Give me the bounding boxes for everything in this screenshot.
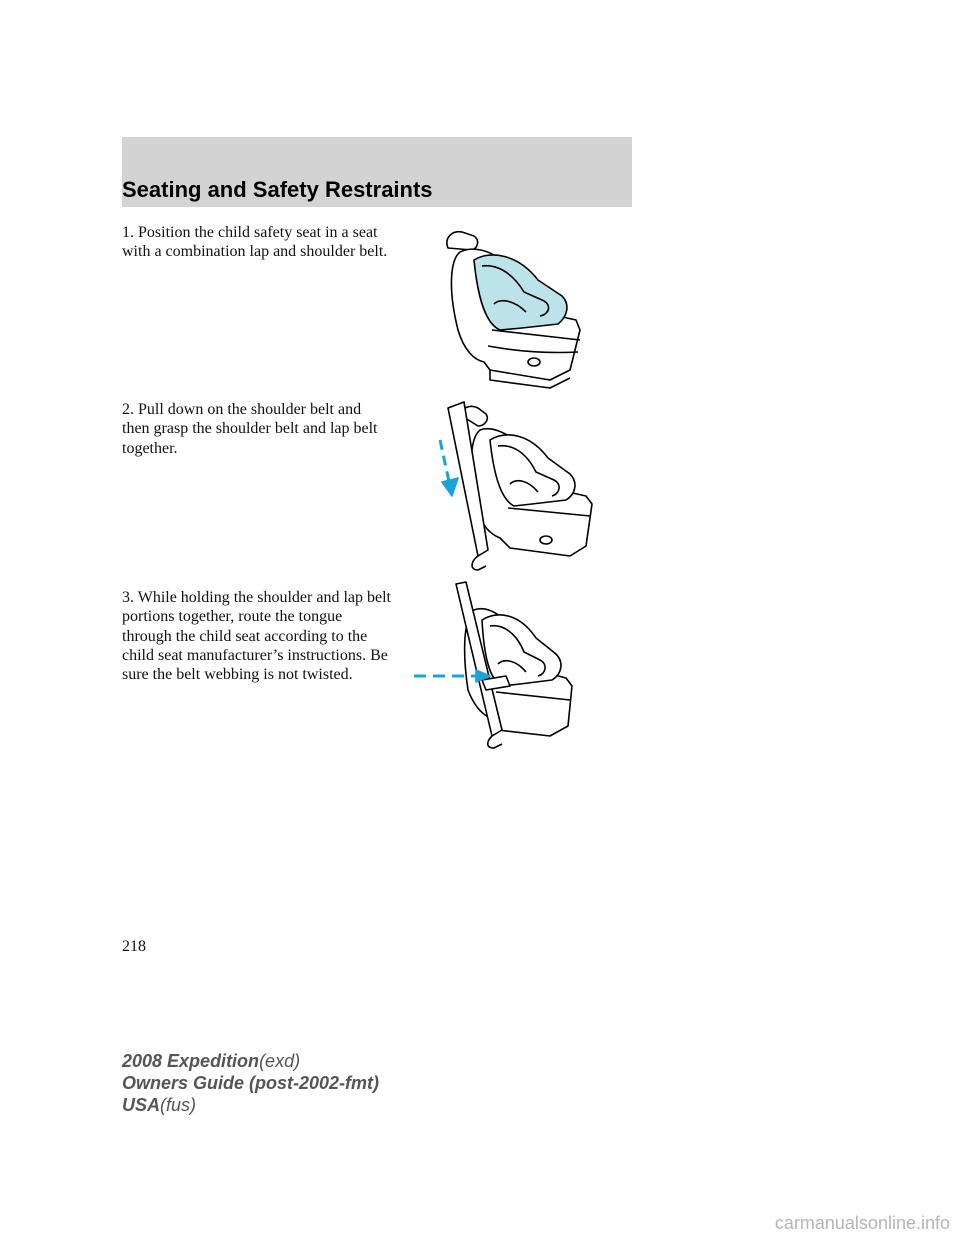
step-2-text: 2. Pull down on the shoulder belt and then grasp the shoulder belt and lap belt together. — [122, 401, 378, 457]
section-header-band — [122, 137, 632, 207]
footer-model-code: (exd) — [259, 1051, 301, 1071]
footer-market: USA — [122, 1095, 161, 1115]
pull-down-shoulder-belt-icon — [420, 400, 600, 575]
footer-line-2 — [122, 1072, 379, 1094]
document-footer — [122, 1050, 379, 1116]
watermark: carmanualsonline.info — [774, 1213, 950, 1233]
section-title: Seating and Safety Restraints — [122, 177, 433, 202]
step-3-text: 3. While holding the shoulder and lap belt portions together, route the tongue through the child seat according to the child seat manufacturer’s instructions. Be sure the belt webbing is not twisted. — [122, 589, 391, 684]
footer-line-1 — [122, 1050, 379, 1072]
page-number: 218 — [122, 938, 146, 955]
step-1-text: 1. Position the child safety seat in a seat with a combination lap and shoulder belt. — [122, 224, 388, 261]
footer-line-3 — [122, 1094, 379, 1116]
route-belt-through-child-seat-icon — [410, 580, 580, 750]
footer-model: 2008 Expedition — [122, 1051, 260, 1071]
child-seat-in-vehicle-seat-icon — [430, 220, 590, 390]
footer-market-code: (fus) — [160, 1095, 197, 1115]
footer-guide: Owners Guide (post-2002-fmt) — [122, 1073, 380, 1093]
